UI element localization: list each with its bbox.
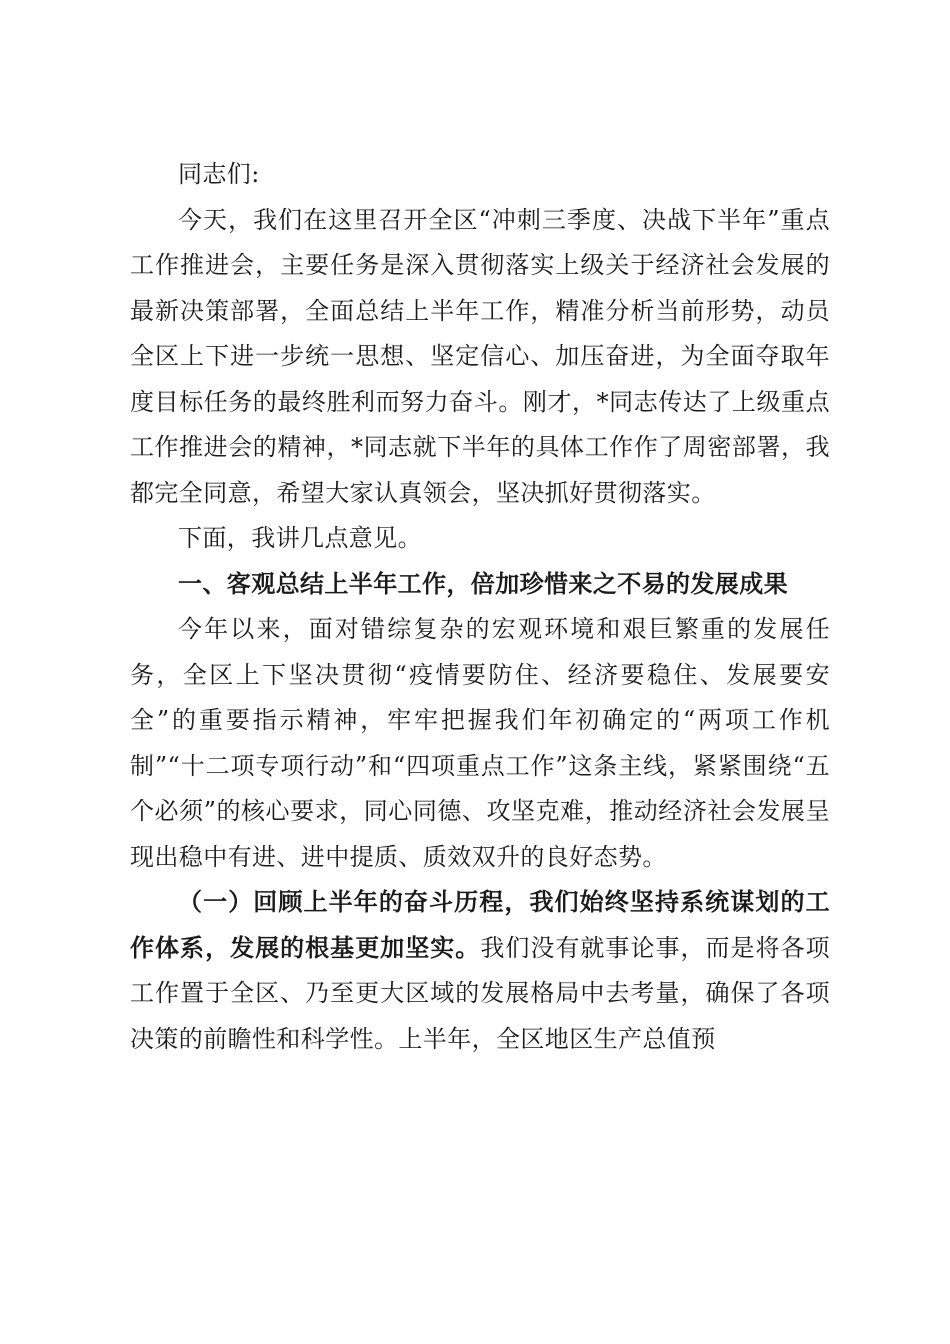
transition-paragraph: 下面，我讲几点意见。 <box>178 524 422 552</box>
opening-paragraph: 今天，我们在这里召开全区“冲刺三季度、决战下半年”重点工作推进会，主要任务是深入贯彻落实上级关于经济社会发展的最新决策部署，全面总结上半年工作，精准分析当前形势，动员全区上下进一步统一思想、坚定信心、加压奋进，为全面夺取年度目标任务的最终胜利而努力奋斗。刚才，*同志传达了上级重点工作推进会的精神，*同志就下半年的具体工作作了周密部署，我都完全同意，希望大家认真领会，坚决抓好贯彻落实。 <box>130 205 830 507</box>
summary-paragraph: 今年以来，面对错综复杂的宏观环境和艰巨繁重的发展任务，全区上下坚决贯彻“疫情要防住、经济要稳住、发展要安全”的重要指示精神，牢牢把握我们年初确定的“两项工作机制”“十二项专项行动”和“四项重点工作”这条主线，紧紧围绕“五个必须”的核心要求，同心同德、攻坚克难，推动经济社会发展呈现出稳中有进、进中提质、质效双升的良好态势。 <box>130 615 830 871</box>
document-body <box>130 152 830 1062</box>
greeting: 同志们: <box>178 160 260 188</box>
subsection-heading-1: （一）回顾上半年的奋斗历程，我们始终坚持系统谋划的工作体系，发展的根基更加坚实。 <box>130 888 830 962</box>
subsection-paragraph-1 <box>130 880 830 1062</box>
section-heading-1: 一、客观总结上半年工作，倍加珍惜来之不易的发展成果 <box>178 569 788 598</box>
subsection-body-1: 我们没有就事论事，而是将各项工作置于全区、乃至更大区域的发展格局中去考量，确保了各项决策的前瞻性和科学性。上半年，全区地区生产总值预 <box>130 933 830 1053</box>
